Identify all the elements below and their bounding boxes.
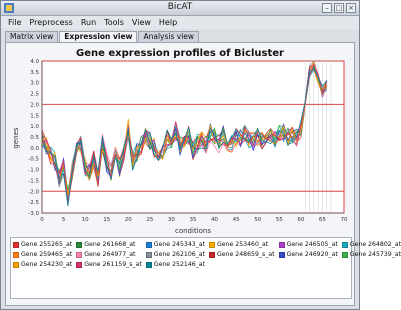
- legend-swatch: [76, 242, 82, 248]
- x-tick-label: 50: [254, 217, 262, 223]
- x-tick-label: 55: [275, 217, 283, 223]
- legend-item: [279, 251, 338, 258]
- y-tick-label: -2.0: [28, 189, 39, 196]
- legend-label: Gene 252146_at: [153, 261, 206, 268]
- maximize-icon[interactable]: □: [335, 4, 343, 12]
- legend-swatch: [13, 252, 19, 258]
- chart-legend: [10, 237, 401, 299]
- legend-label: Gene 246920_at: [286, 251, 338, 258]
- legend-item: [209, 251, 275, 258]
- legend-item: [13, 251, 72, 258]
- y-tick-label: 4.0: [30, 59, 39, 65]
- y-tick-label: -3.0: [28, 211, 39, 217]
- view-tabs: [5, 31, 200, 42]
- x-axis-label: conditions: [174, 227, 212, 235]
- legend-item: [13, 261, 72, 268]
- legend-swatch: [342, 252, 348, 258]
- menu-bar: [1, 16, 359, 29]
- x-tick-label: 30: [167, 217, 175, 223]
- legend-swatch: [13, 262, 19, 268]
- legend-label: Gene 261668_at: [84, 241, 136, 248]
- tab-expression-view[interactable]: Expression view: [59, 31, 137, 42]
- minimize-icon[interactable]: –: [322, 3, 332, 13]
- window-title: BicAT: [167, 2, 193, 12]
- legend-label: Gene 245343_at: [153, 241, 206, 248]
- legend-swatch: [342, 242, 348, 248]
- x-tick-label: 40: [211, 217, 219, 223]
- legend-swatch: [209, 242, 215, 248]
- y-tick-label: 3.5: [30, 69, 39, 76]
- legend-swatch: [146, 252, 152, 258]
- y-tick-label: -1.0: [28, 167, 39, 174]
- legend-item: [146, 251, 205, 258]
- legend-swatch: [76, 252, 82, 258]
- menu-preprocess[interactable]: Preprocess: [29, 18, 73, 27]
- legend-item: [146, 241, 205, 248]
- legend-item: [342, 251, 401, 258]
- x-tick-label: 70: [340, 217, 348, 223]
- x-tick-label: 60: [297, 217, 305, 223]
- legend-label: Gene 259465_at: [21, 251, 73, 258]
- y-axis-label: genes: [12, 127, 20, 149]
- legend-label: Gene 245739_at: [349, 251, 401, 258]
- y-tick-label: 1.5: [30, 113, 39, 120]
- legend-swatch: [146, 262, 152, 268]
- menu-file[interactable]: File: [8, 18, 22, 27]
- x-tick-label: 65: [318, 217, 326, 223]
- legend-item: [76, 261, 142, 268]
- chart-title: Gene expression profiles of Bicluster: [76, 48, 284, 59]
- tab-analysis-view[interactable]: Analysis view: [138, 31, 199, 42]
- legend-item: [342, 241, 401, 248]
- x-tick-label: 10: [81, 217, 89, 223]
- legend-swatch: [146, 242, 152, 248]
- legend-label: Gene 264977_at: [84, 251, 136, 258]
- legend-item: [146, 261, 205, 268]
- x-tick-label: 15: [103, 217, 111, 223]
- legend-swatch: [279, 242, 285, 248]
- y-tick-label: -0.5: [28, 156, 39, 163]
- legend-item: [76, 251, 142, 258]
- x-tick-label: 25: [146, 217, 154, 223]
- legend-swatch: [209, 252, 215, 258]
- legend-label: Gene 255265_at: [21, 241, 73, 248]
- y-tick-label: 1.0: [30, 124, 39, 131]
- legend-item: [13, 241, 72, 248]
- legend-item: [209, 241, 275, 248]
- legend-item: [279, 241, 338, 248]
- menu-run[interactable]: Run: [80, 18, 97, 27]
- legend-label: Gene 262106_at: [153, 251, 206, 258]
- legend-label: Gene 253460_at: [217, 241, 269, 248]
- legend-swatch: [13, 242, 19, 248]
- x-tick-label: 5: [61, 217, 66, 223]
- y-tick-label: -1.5: [28, 178, 39, 185]
- legend-label: Gene 254230_at: [21, 261, 73, 268]
- y-tick-label: 0.5: [30, 135, 39, 141]
- title-bar: [1, 1, 359, 16]
- legend-swatch: [279, 252, 285, 258]
- menu-tools[interactable]: Tools: [104, 18, 124, 27]
- x-tick-label: 45: [232, 217, 240, 223]
- legend-label: Gene 264802_at: [349, 241, 401, 248]
- x-tick-label: 0: [40, 217, 44, 223]
- legend-label: Gene 261159_s_at: [84, 261, 142, 268]
- expression-chart: [6, 43, 354, 235]
- y-tick-label: 2.5: [30, 91, 39, 98]
- legend-item: [76, 241, 142, 248]
- legend-label: Gene 246505_at: [286, 241, 338, 248]
- x-tick-label: 20: [124, 217, 132, 223]
- legend-label: Gene 248659_s_at: [217, 251, 275, 258]
- x-tick-label: 35: [189, 217, 197, 223]
- menu-view[interactable]: View: [131, 18, 151, 27]
- legend-swatch: [76, 262, 82, 268]
- menu-help[interactable]: Help: [158, 18, 178, 27]
- tab-matrix-view[interactable]: Matrix view: [5, 31, 58, 42]
- close-icon[interactable]: ×: [346, 3, 356, 13]
- y-tick-label: -2.5: [28, 200, 39, 207]
- y-tick-label: 0.0: [30, 145, 39, 152]
- y-tick-label: 3.0: [30, 80, 39, 87]
- y-tick-label: 2.0: [30, 102, 39, 109]
